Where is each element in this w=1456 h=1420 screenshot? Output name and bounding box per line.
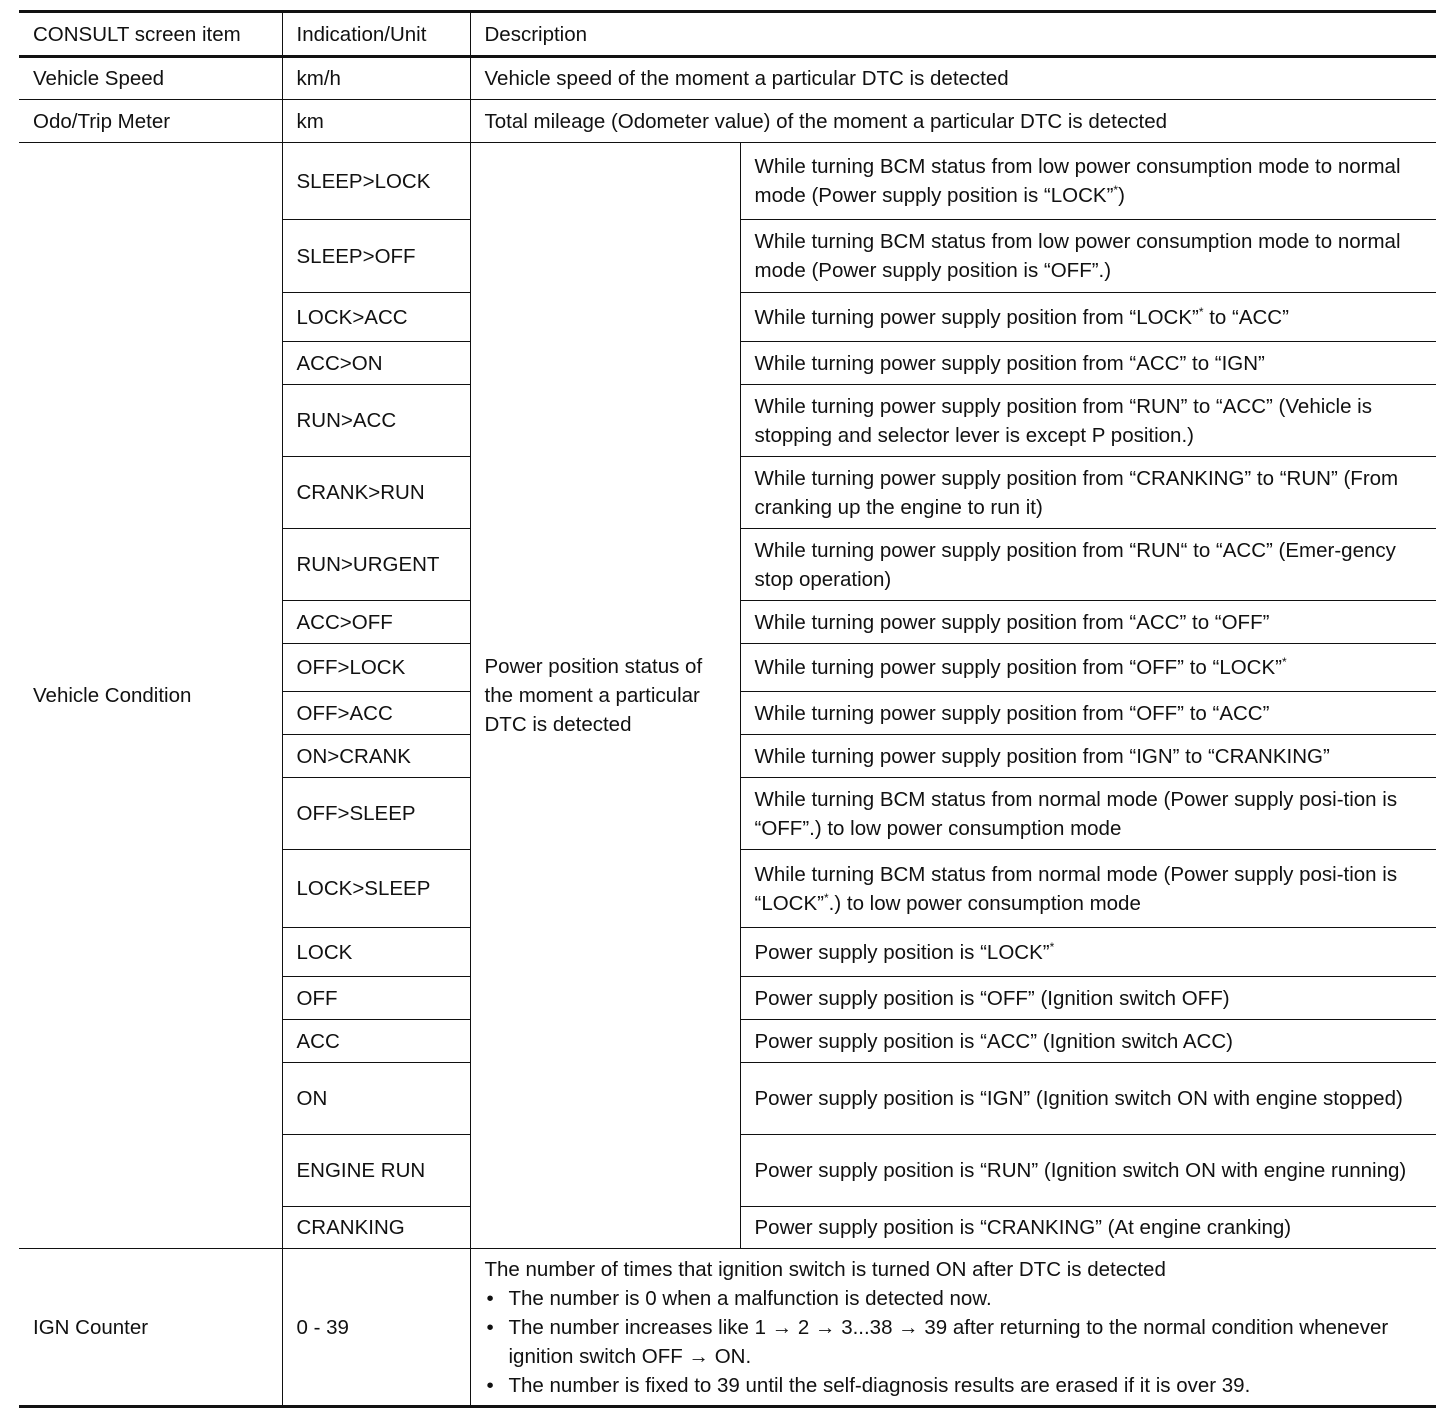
desc-cell: While turning power supply position from “OFF” to “LOCK”* (740, 644, 1436, 692)
desc-vehicle-speed: Vehicle speed of the moment a particular DTC is detected (470, 57, 1436, 100)
unit-cell: LOCK>ACC (282, 293, 470, 342)
desc-cell: While turning power supply position from “ACC” to “OFF” (740, 601, 1436, 644)
unit-cell: ON (282, 1063, 470, 1135)
desc-cell: While turning power supply position from “CRANKING” to “RUN” (From cranking up the engine to run it) (740, 457, 1436, 529)
header-item: CONSULT screen item (19, 12, 282, 57)
item-odo-trip: Odo/Trip Meter (19, 100, 282, 143)
desc-cell: While turning power supply position from “ACC” to “IGN” (740, 342, 1436, 385)
unit-cell: ACC>ON (282, 342, 470, 385)
unit-cell: CRANK>RUN (282, 457, 470, 529)
unit-cell: ENGINE RUN (282, 1135, 470, 1207)
unit-cell: LOCK (282, 928, 470, 977)
desc-cell: Power supply position is “OFF” (Ignition switch OFF) (740, 977, 1436, 1020)
header-unit: Indication/Unit (282, 12, 470, 57)
asterisk-note: * (1198, 304, 1204, 319)
unit-vehicle-speed: km/h (282, 57, 470, 100)
unit-cell: OFF (282, 977, 470, 1020)
desc-cell: While turning power supply position from “RUN“ to “ACC” (Emer-gency stop operation) (740, 529, 1436, 601)
table-row (19, 100, 1436, 143)
unit-odo-trip: km (282, 100, 470, 143)
asterisk-note: * (823, 890, 829, 905)
list-item: • The number is fixed to 39 until the self-diagnosis results are erased if it is over 39. (485, 1371, 1423, 1400)
desc-cell: While turning power supply position from “RUN” to “ACC” (Vehicle is stopping and selector lever is except P position.) (740, 385, 1436, 457)
asterisk-note: * (1281, 655, 1287, 670)
table-row (19, 143, 1436, 220)
desc-cell: Power supply position is “CRANKING” (At engine cranking) (740, 1207, 1436, 1249)
desc-cell: While turning power supply position from “OFF” to “ACC” (740, 692, 1436, 735)
ign-counter-intro: The number of times that ignition switch is turned ON after DTC is detected (484, 1257, 1166, 1281)
unit-cell: RUN>URGENT (282, 529, 470, 601)
desc-cell: While turning BCM status from normal mode (Power supply posi-tion is “OFF”.) to low power consumption mode (740, 778, 1436, 850)
table-row (19, 1249, 1436, 1407)
desc-ign-counter (470, 1249, 1436, 1407)
unit-cell: LOCK>SLEEP (282, 850, 470, 928)
desc-cell: While turning BCM status from normal mode (Power supply posi-tion is “LOCK”*.) to low power consumption mode (740, 850, 1436, 928)
unit-cell: SLEEP>OFF (282, 220, 470, 293)
desc-cell: While turning power supply position from “IGN” to “CRANKING” (740, 735, 1436, 778)
item-ign-counter: IGN Counter (19, 1249, 282, 1407)
desc-cell: While turning BCM status from low power consumption mode to normal mode (Power supply position is “LOCK”*) (740, 143, 1436, 220)
list-item: • The number is 0 when a malfunction is detected now. (485, 1284, 1423, 1313)
table-header-row (19, 12, 1436, 57)
desc-cell: While turning power supply position from “LOCK”* to “ACC” (740, 293, 1436, 342)
item-vehicle-condition: Vehicle Condition (19, 143, 282, 1249)
desc-cell: Power supply position is “ACC” (Ignition switch ACC) (740, 1020, 1436, 1063)
desc-cell: While turning BCM status from low power consumption mode to normal mode (Power supply position is “OFF”.) (740, 220, 1436, 293)
unit-cell: ACC>OFF (282, 601, 470, 644)
asterisk-note: * (1113, 183, 1119, 198)
unit-cell: OFF>ACC (282, 692, 470, 735)
unit-cell: OFF>SLEEP (282, 778, 470, 850)
unit-cell: ON>CRANK (282, 735, 470, 778)
consult-data-table (19, 10, 1436, 1408)
header-description: Description (470, 12, 1436, 57)
unit-ign-counter: 0 - 39 (282, 1249, 470, 1407)
unit-cell: ACC (282, 1020, 470, 1063)
unit-cell: RUN>ACC (282, 385, 470, 457)
desc-odo-trip: Total mileage (Odometer value) of the moment a particular DTC is detected (470, 100, 1436, 143)
ign-counter-bullets (485, 1284, 1423, 1400)
desc-cell: Power supply position is “RUN” (Ignition switch ON with engine running) (740, 1135, 1436, 1207)
table-row (19, 57, 1436, 100)
unit-cell: SLEEP>LOCK (282, 143, 470, 220)
list-item: • The number increases like 1 → 2 → 3...38 → 39 after returning to the normal condition whenever ignition switch OFF → ON. (485, 1313, 1423, 1371)
desc-cell: Power supply position is “LOCK”* (740, 928, 1436, 977)
desc-cell: Power supply position is “IGN” (Ignition switch ON with engine stopped) (740, 1063, 1436, 1135)
item-vehicle-speed: Vehicle Speed (19, 57, 282, 100)
unit-cell: CRANKING (282, 1207, 470, 1249)
vehicle-condition-summary: Power position status of the moment a particular DTC is detected (470, 143, 740, 1249)
asterisk-note: * (1049, 939, 1055, 954)
unit-cell: OFF>LOCK (282, 644, 470, 692)
